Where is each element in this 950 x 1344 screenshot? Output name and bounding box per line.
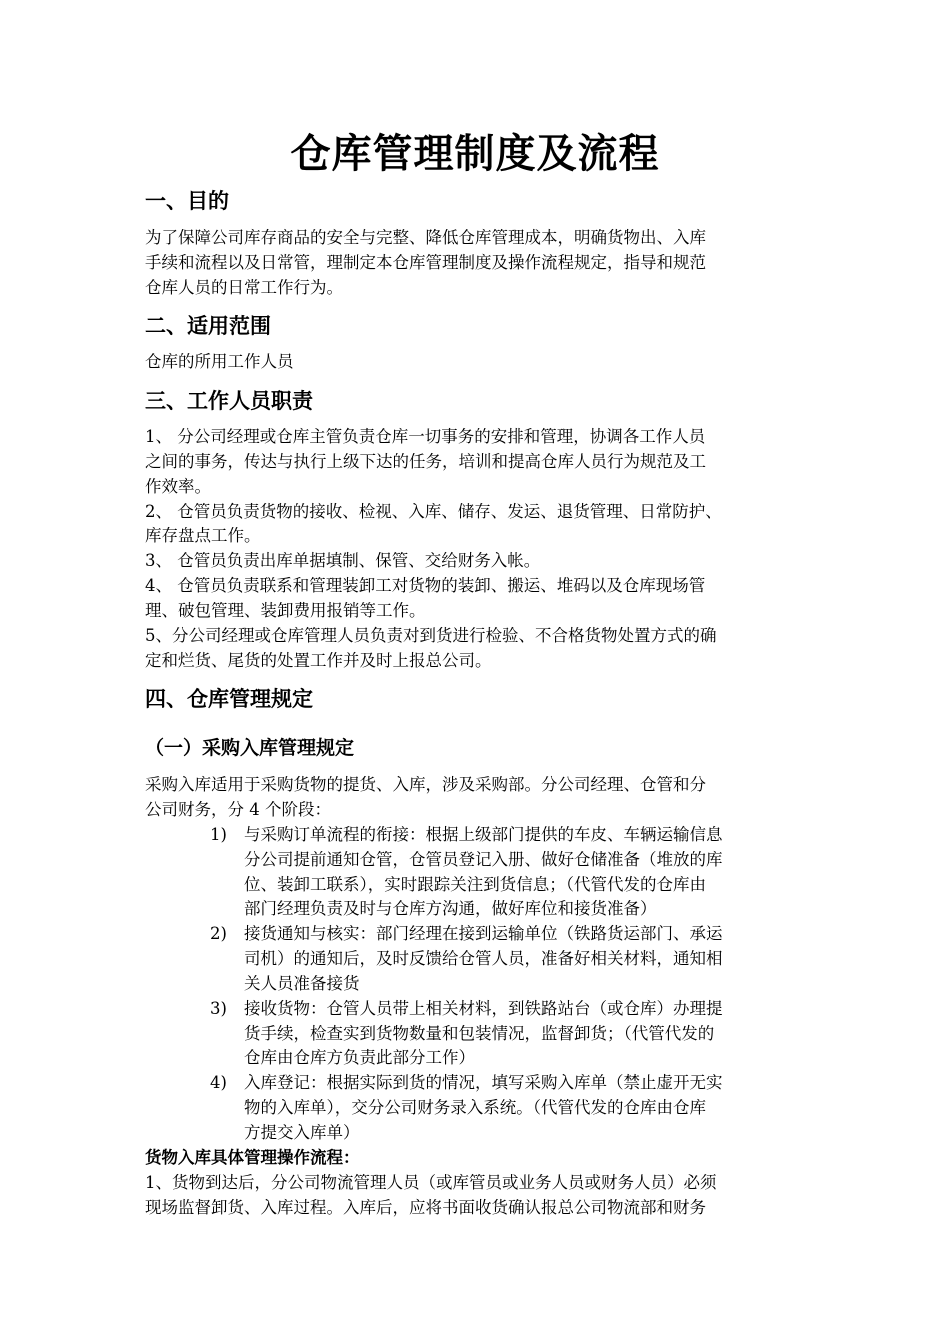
list-item-line: 接货通知与核实：部门经理在接到运输单位（铁路货运部门、承运 — [244, 924, 723, 943]
list-item-line: 分公司提前通知仓管，仓管员登记入册、做好仓储准备（堆放的库 — [244, 850, 723, 869]
paragraph-line: 手续和流程以及日常管，理制定本仓库管理制度及操作流程规定，指导和规范 — [145, 253, 706, 272]
section-heading-scope: 二、适用范围 — [145, 314, 271, 338]
list-item-line: 与采购订单流程的衔接：根据上级部门提供的车皮、车辆运输信息 — [244, 825, 723, 844]
list-item-line: 位、装卸工联系），实时跟踪关注到货信息；（代管代发的仓库由 — [244, 875, 706, 894]
paragraph-line: 公司财务，分 4 个阶段： — [145, 800, 331, 819]
paragraph-line: 理、破包管理、装卸费用报销等工作。 — [145, 601, 426, 620]
paragraph-line: 5、分公司经理或仓库管理人员负责对到货进行检验、不合格货物处置方式的确 — [145, 626, 717, 645]
paragraph-line: 1、货物到达后，分公司物流管理人员（或库管员或业务人员或财务人员）必须 — [145, 1173, 717, 1192]
paragraph-line: 1、 分公司经理或仓库主管负责仓库一切事务的安排和管理，协调各工作人员 — [145, 427, 706, 446]
list-item-line: 入库登记：根据实际到货的情况，填写采购入库单（禁止虚开无实 — [244, 1073, 723, 1092]
paragraph-line: 为了保障公司库存商品的安全与完整、降低仓库管理成本，明确货物出、入库 — [145, 228, 706, 247]
list-item-line: 方提交入库单） — [244, 1123, 360, 1142]
list-item-line: 部门经理负责及时与仓库方沟通，做好库位和接货准备） — [244, 899, 657, 918]
list-item-line: 关人员准备接货 — [244, 974, 360, 993]
paragraph-line: 仓库人员的日常工作行为。 — [145, 278, 343, 297]
flow-heading: 货物入库具体管理操作流程： — [145, 1148, 360, 1167]
paragraph-line: 采购入库适用于采购货物的提货、入库，涉及采购部。分公司经理、仓管和分 — [145, 775, 706, 794]
list-number: 3) — [210, 999, 227, 1018]
paragraph-line: 之间的事务，传达与执行上级下达的任务，培训和提高仓库人员行为规范及工 — [145, 452, 706, 471]
section-heading-duties: 三、工作人员职责 — [145, 389, 313, 413]
list-number: 2) — [210, 924, 227, 943]
list-item-line: 接收货物：仓管人员带上相关材料，到铁路站台（或仓库）办理提 — [244, 999, 723, 1018]
list-item-line: 货手续，检查实到货物数量和包装情况，监督卸货；（代管代发的 — [244, 1024, 715, 1043]
paragraph-line: 仓库的所用工作人员 — [145, 352, 294, 371]
list-item-line: 物的入库单），交分公司财务录入系统。（代管代发的仓库由仓库 — [244, 1098, 706, 1117]
list-item-line: 仓库由仓库方负责此部分工作） — [244, 1048, 475, 1067]
paragraph-line: 作效率。 — [145, 477, 211, 496]
list-number: 1) — [210, 825, 227, 844]
section-heading-purpose: 一、目的 — [145, 189, 229, 213]
paragraph-line: 库存盘点工作。 — [145, 526, 261, 545]
paragraph-line: 定和烂货、尾货的处置工作并及时上报总公司。 — [145, 651, 492, 670]
paragraph-line: 3、 仓管员负责出库单据填制、保管、交给财务入帐。 — [145, 551, 541, 570]
paragraph-line: 现场监督卸货、入库过程。入库后，应将书面收货确认报总公司物流部和财务 — [145, 1198, 706, 1217]
paragraph-line: 2、 仓管员负责货物的接收、检视、入库、储存、发运、退货管理、日常防护、 — [145, 502, 722, 521]
section-heading-rules: 四、仓库管理规定 — [145, 687, 313, 711]
list-item-line: 司机）的通知后，及时反馈给仓管人员，准备好相关材料，通知相 — [244, 949, 723, 968]
paragraph-line: 4、 仓管员负责联系和管理装卸工对货物的装卸、搬运、堆码以及仓库现场管 — [145, 576, 706, 595]
list-number: 4) — [210, 1073, 227, 1092]
page-title: 仓库管理制度及流程 — [290, 131, 660, 177]
subsection-heading-purchase-inbound: （一）采购入库管理规定 — [145, 737, 355, 759]
